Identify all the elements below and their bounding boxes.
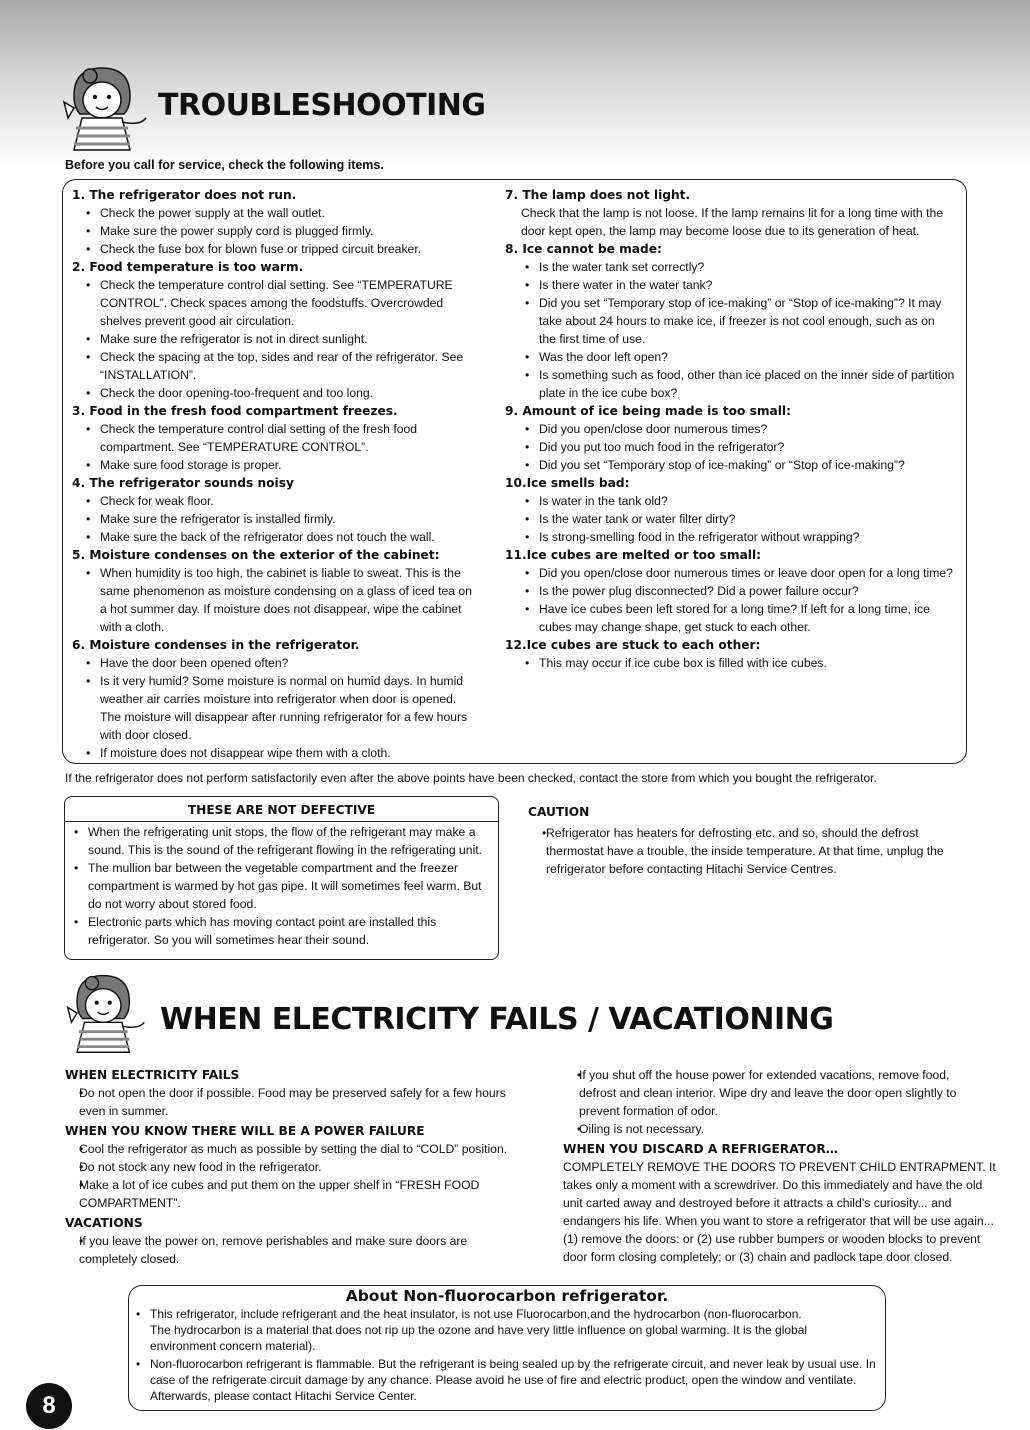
troubleshooting-intro: Before you call for service, check the following items. — [65, 158, 384, 172]
section-5-title: 5. Moisture condenses on the exterior of the cabinet: — [72, 548, 440, 562]
list-item: • Have ice cubes been left stored for a long time? If left for a long time, ice cubes may change shape, get stuck to each other. — [505, 600, 960, 636]
list-item: • Make sure the refrigerator is installed firmly. — [72, 510, 492, 528]
list-item: • Did you set “Temporary stop of ice-making” or “Stop of ice-making”? It may take about 24 hours to make ice, if freezer is not cool enough, such as on the first time of use. — [505, 294, 945, 348]
list-item: • Make sure the power supply cord is plugged firmly. — [72, 222, 492, 240]
list-item: • Check the power supply at the wall outlet. — [72, 204, 492, 222]
list-item: • Is water in the tank old? — [505, 492, 960, 510]
list-item: • Cool the refrigerator as much as possible by setting the dial to “COLD” position. — [65, 1140, 520, 1158]
troubleshooting-title: TROUBLESHOOTING — [158, 88, 486, 123]
list-item: • Is it very humid? Some moisture is normal on humid days. In humid weather air carries moisture into refrigerator when door is opened. The moisture will disappear after running refrigerator for a few hours with door closed. — [72, 672, 472, 744]
list-item: • Is the water tank set correctly? — [505, 258, 960, 276]
section-4-title: 4. The refrigerator sounds noisy — [72, 476, 294, 490]
section-1-title: 1. The refrigerator does not run. — [72, 188, 297, 202]
list-item: • Make a lot of ice cubes and put them on the upper shelf in “FRESH FOOD COMPARTMENT”. — [65, 1176, 485, 1212]
vacations-title: VACATIONS — [65, 1216, 143, 1230]
troubleshooting-left-column — [72, 186, 492, 762]
know-title: WHEN YOU KNOW THERE WILL BE A POWER FAILURE — [65, 1124, 425, 1138]
list-item: • When the refrigerating unit stops, the flow of the refrigerant may make a sound. This is the sound of the refrigerant flowing in the refrigerating unit. — [60, 823, 492, 859]
section-6-title: 6. Moisture condenses in the refrigerator. — [72, 638, 360, 652]
list-item: • Do not open the door if possible. Food may be preserved safely for a few hours even in summer. — [65, 1084, 515, 1120]
section-2-title: 2. Food temperature is too warm. — [72, 260, 304, 274]
list-item: • If you leave the power on, remove perishables and make sure doors are completely closed. — [65, 1232, 485, 1268]
caution-text: • Refrigerator has heaters for defrosting etc. and so, should the defrost thermostat have a trouble, the inside temperature. At that time, unplug the refrigerator before contacting Hitachi Service Centres. — [528, 824, 973, 878]
electricity-left-column — [65, 1066, 520, 1268]
list-item: • Check the temperature control dial setting. See “TEMPERATURE CONTROL”. Check spaces among the foodstuffs. Overcrowded shelves prevent good air circulation. — [72, 276, 482, 330]
caution-title: CAUTION — [528, 805, 590, 819]
list-item: • Check the door opening-too-frequent and too long. — [72, 384, 492, 402]
list-item: • If you shut off the house power for extended vacations, remove food, defrost and clean interior. Wipe dry and leave the door open slightly to prevent formation of odor. — [563, 1066, 963, 1120]
nonfluoro-title: About Non-fluorocarbon refrigerator. — [345, 1287, 669, 1305]
troubleshooting-right-column — [505, 186, 960, 672]
list-item: • Non-fluorocarbon refrigerant is flammable. But the refrigerant is being sealed up by the refrigerate circuit, and never leak by usual use. In case of the refrigerate circuit damage by any chance. Please avoid he use of fire and electric product, open the window and ventilate. Afterwards, please contact Hitachi Service Center. — [122, 1356, 877, 1404]
section-11-title: 11.Ice cubes are melted or too small: — [505, 548, 762, 562]
list-item: • Is the power plug disconnected? Did a power failure occur? — [505, 582, 960, 600]
list-item: • Check the spacing at the top, sides and rear of the refrigerator. See “INSTALLATION”. — [72, 348, 472, 384]
section-3-title: 3. Food in the fresh food compartment freezes. — [72, 404, 398, 418]
mascot-illustration — [60, 970, 152, 1056]
list-item: • Check the temperature control dial setting of the fresh food compartment. See “TEMPERATURE CONTROL”. — [72, 420, 442, 456]
list-item: • This refrigerator, include refrigerant and the heat insulator, is not use Fluorocarbon,and the hydrocarbon (non-fluorocarbon. The hydrocarbon is a material that does not rip up the ozone and have very little influence on global warming. It is the global environment concern material). — [122, 1306, 822, 1354]
after-checking-note: If the refrigerator does not perform satisfactorily even after the above points have been checked, contact the store from which you bought the refrigerator. — [65, 771, 877, 785]
electricity-right-column — [563, 1066, 998, 1266]
list-item: • When humidity is too high, the cabinet is liable to sweat. This is the same phenomenon as moisture condensing on a glass of iced tea on a hot summer day. If moisture does not disappear, wipe the cabinet with a cloth. — [72, 564, 472, 636]
section-8-title: 8. Ice cannot be made: — [505, 242, 662, 256]
list-item: • Electronic parts which has moving contact point are installed this refrigerator. So you will sometimes hear their sound. — [60, 913, 492, 949]
nonfluoro-list — [122, 1306, 882, 1404]
section-12-title: 12.Ice cubes are stuck to each other: — [505, 638, 761, 652]
header-gradient-band — [0, 0, 1030, 170]
list-item: • Is the water tank or water filter dirty? — [505, 510, 960, 528]
list-item: • Is there water in the water tank? — [505, 276, 960, 294]
discard-title: WHEN YOU DISCARD A REFRIGERATOR… — [563, 1142, 838, 1156]
list-item: • This may occur if ice cube box is filled with ice cubes. — [505, 654, 960, 672]
electricity-title: WHEN ELECTRICITY FAILS / VACATIONING — [160, 1002, 834, 1037]
list-item: • Check for weak floor. — [72, 492, 492, 510]
list-item: • Is something such as food, other than ice placed on the inner side of partition plate in the ice cube box? — [505, 366, 960, 402]
list-item: • Make sure the refrigerator is not in direct sunlight. — [72, 330, 492, 348]
list-item: • Make sure food storage is proper. — [72, 456, 492, 474]
not-defective-list — [60, 823, 492, 949]
not-defective-divider — [64, 821, 499, 822]
list-item: • Did you open/close door numerous times? — [505, 420, 960, 438]
list-item: • Did you open/close door numerous times or leave door open for a long time? — [505, 564, 960, 582]
list-item: • Make sure the back of the refrigerator does not touch the wall. — [72, 528, 492, 546]
list-item: • Did you set “Temporary stop of ice-making” or “Stop of ice-making”? — [505, 456, 960, 474]
list-item: • Is strong-smelling food in the refrigerator without wrapping? — [505, 528, 960, 546]
not-defective-title: THESE ARE NOT DEFECTIVE — [187, 803, 376, 817]
list-item: • The mullion bar between the vegetable compartment and the freezer compartment is warmed by hot gas pipe. It will sometimes feel warm. But do not worry about stored food. — [60, 859, 492, 913]
section-10-title: 10.Ice smells bad: — [505, 476, 630, 490]
section-7-title: 7. The lamp does not light. — [505, 188, 691, 202]
list-item: • Was the door left open? — [505, 348, 960, 366]
section-7-text: Check that the lamp is not loose. If the lamp remains lit for a long time with the door kept open, the lamp may become loose due to its generation of heat. — [521, 206, 944, 238]
list-item: • Check the fuse box for blown fuse or tripped circuit breaker. — [72, 240, 492, 258]
page-number-badge: 8 — [26, 1383, 72, 1429]
list-item: • Oiling is not necessary. — [563, 1120, 998, 1138]
list-item: • Do not stock any new food in the refrigerator. — [65, 1158, 520, 1176]
mascot-illustration — [60, 62, 150, 154]
discard-text-options: (1) remove the doors: or (2) use rubber bumpers or wooden blocks to prevent door form closing completely; or (3) chain and padlock tape door closed. — [563, 1232, 981, 1264]
list-item: • If moisture does not disappear wipe them with a cloth. — [72, 744, 492, 762]
section-9-title: 9. Amount of ice being made is too small: — [505, 404, 791, 418]
list-item: • Did you put too much food in the refrigerator? — [505, 438, 960, 456]
fails-title: WHEN ELECTRICITY FAILS — [65, 1068, 240, 1082]
list-item: • Have the door been opened often? — [72, 654, 492, 672]
caution-block — [528, 824, 973, 878]
discard-text: COMPLETELY REMOVE THE DOORS TO PREVENT CHILD ENTRAPMENT. It takes only a moment with a screwdriver. Do this immediately and have the old unit carted away and destroyed before it attracts a child’s curiosity... and endangers his life. When you want to store a refrigerator that will be use again... — [563, 1160, 996, 1228]
